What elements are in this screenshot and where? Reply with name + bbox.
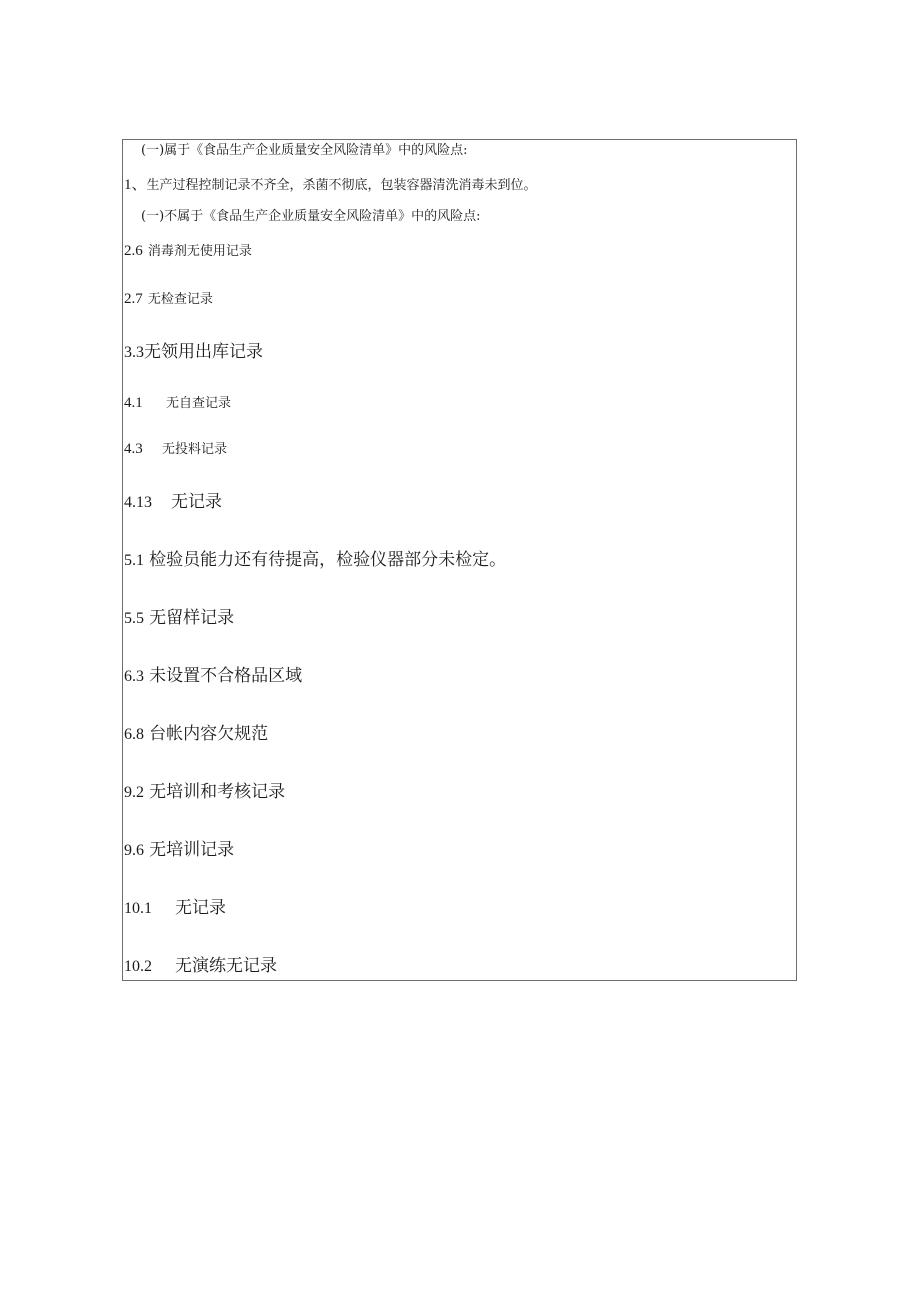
list-item	[124, 958, 277, 975]
item-text: 检验员能力还有待提高，检验仪器部分未检定。	[149, 550, 507, 570]
item-text: 无记录	[171, 492, 222, 512]
item-number: 2.6	[124, 243, 143, 259]
item-number: 2.7	[124, 291, 143, 307]
heading-not-in-list-text: (一)不属于《食品生产企业质量安全风险清单》中的风险点:	[141, 209, 481, 224]
heading-not-in-list	[141, 210, 481, 223]
item-number: 4.1	[124, 395, 143, 411]
item-number: 6.3	[124, 668, 144, 685]
list-item	[124, 726, 268, 743]
item-text: 无留样记录	[149, 608, 235, 628]
heading-in-list-text: (一)属于《食品生产企业质量安全风险清单》中的风险点:	[141, 143, 468, 158]
item-number: 4.13	[124, 494, 152, 511]
list-item	[124, 610, 234, 627]
item-1-number: 1、	[124, 177, 147, 193]
item-text: 无演练无记录	[175, 956, 277, 976]
item-text: 无领用出库记录	[144, 342, 263, 362]
heading-in-list	[141, 144, 468, 157]
item-text: 无记录	[175, 898, 226, 918]
item-number: 3.3	[124, 344, 144, 361]
item-number: 6.8	[124, 726, 144, 743]
list-item	[124, 242, 252, 259]
item-number: 5.5	[124, 610, 144, 627]
item-number: 10.2	[124, 958, 152, 975]
list-item	[124, 494, 222, 511]
item-1-text: 生产过程控制记录不齐全，杀菌不彻底，包装容器清洗消毒未到位。	[146, 178, 537, 193]
item-text: 消毒剂无使用记录	[147, 244, 252, 259]
item-text: 无检查记录	[147, 292, 213, 307]
list-item	[124, 900, 226, 917]
item-number: 10.1	[124, 900, 152, 917]
list-item	[124, 394, 231, 411]
list-item	[124, 440, 227, 457]
item-text: 无培训记录	[149, 840, 235, 860]
item-1	[124, 176, 537, 193]
item-text: 台帐内容欠规范	[149, 724, 269, 744]
item-text: 未设置不合格品区域	[149, 666, 303, 686]
item-text: 无投料记录	[162, 442, 228, 457]
item-number: 5.1	[124, 552, 144, 569]
item-number: 9.6	[124, 842, 144, 859]
item-number: 4.3	[124, 441, 143, 457]
item-text: 无自查记录	[166, 396, 232, 411]
list-item	[124, 842, 234, 859]
list-item	[124, 344, 263, 361]
list-item	[124, 552, 506, 569]
item-number: 9.2	[124, 784, 144, 801]
list-item	[124, 290, 213, 307]
item-text: 无培训和考核记录	[149, 782, 286, 802]
list-item	[124, 784, 285, 801]
list-item	[124, 668, 302, 685]
